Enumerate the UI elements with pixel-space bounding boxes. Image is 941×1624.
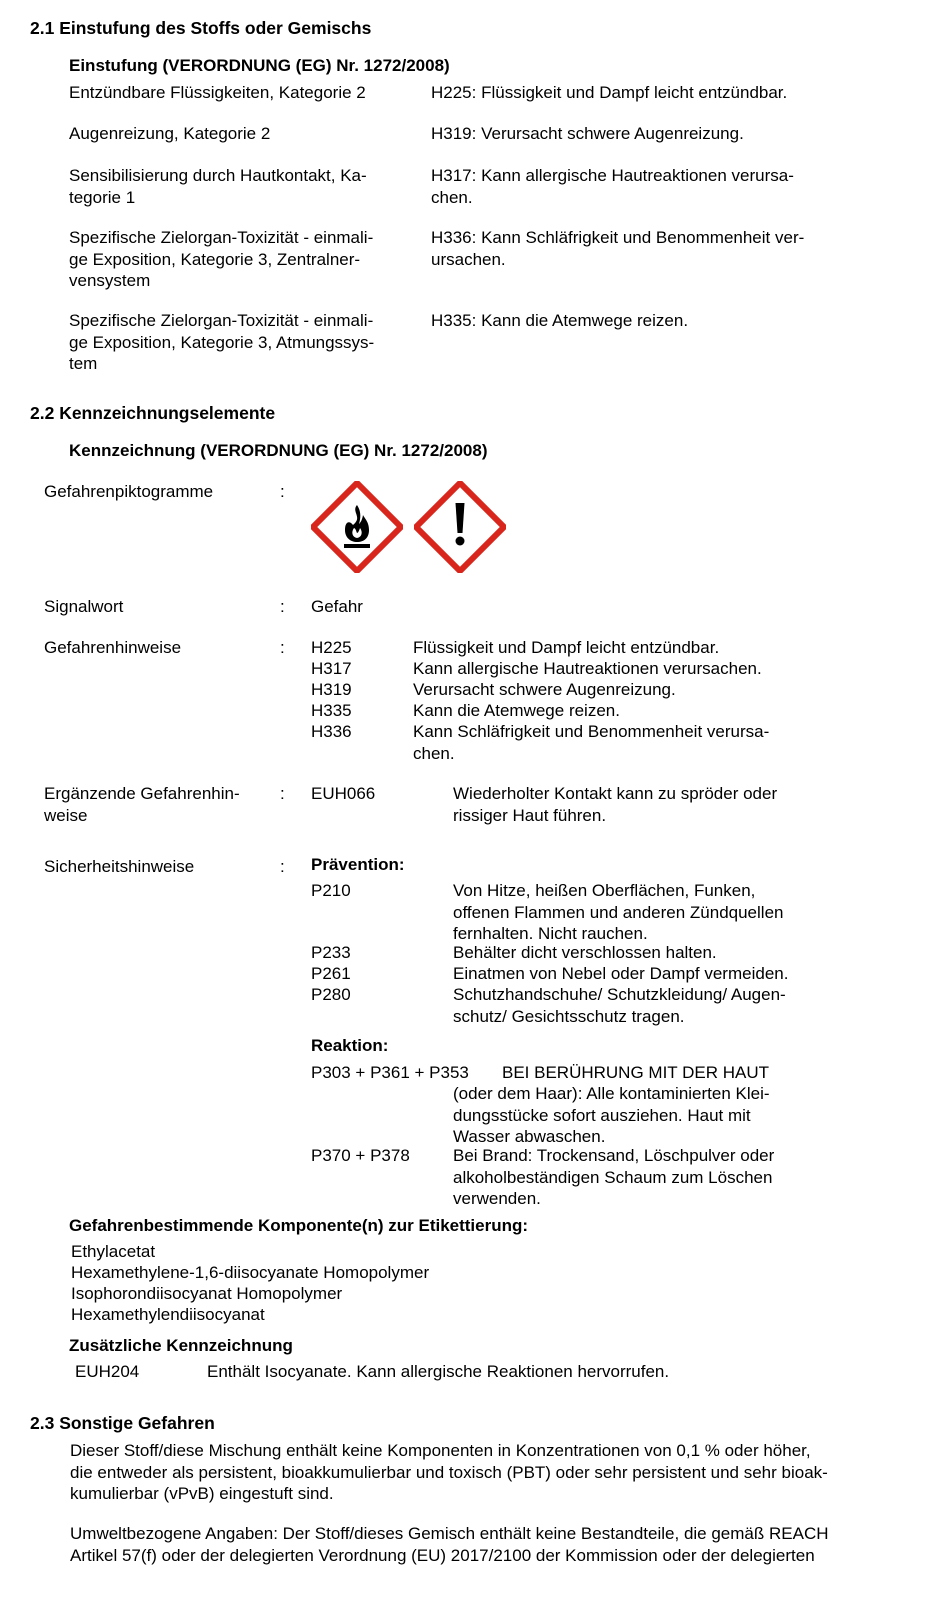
precaution-text: Schutzhandschuhe/ Schutzkleidung/ Augen- schutz/ Gesichtsschutz tragen.	[453, 985, 786, 1026]
hazard-text: Flüssigkeit und Dampf leicht entzündbar.	[413, 638, 720, 657]
colon: :	[280, 638, 285, 657]
section-2-1-heading: 2.1 Einstufung des Stoffs oder Gemischs	[30, 18, 372, 38]
hazard-text: Kann allergische Hautreaktionen verursachen.	[413, 659, 762, 678]
colon: :	[280, 597, 285, 616]
flame-pictogram-icon	[311, 481, 403, 573]
supplemental-hazards-label: Ergänzende Gefahrenhin- weise	[44, 784, 240, 825]
hazard-statement: H336: Kann Schläfrigkeit und Benommenheit ver- ursachen.	[431, 228, 805, 269]
component-item: Hexamethylendiisocyanat	[71, 1305, 265, 1324]
supplemental-code: EUH066	[311, 784, 376, 803]
hazard-code: H336	[311, 722, 352, 741]
hazard-text: Kann Schläfrigkeit und Benommenheit verursa- chen.	[413, 722, 770, 763]
precaution-text: (oder dem Haar): Alle kontaminierten Klei- dungsstücke sofort ausziehen. Haut mit Wasser abwaschen.	[453, 1084, 770, 1146]
classification-category: Spezifische Zielorgan-Toxizität - einmali- ge Exposition, Kategorie 3, Atmungssys- tem	[69, 311, 375, 373]
additional-text: Enthält Isocyanate. Kann allergische Reaktionen hervorrufen.	[207, 1362, 670, 1381]
component-item: Isophorondiisocyanat Homopolymer	[71, 1284, 343, 1303]
hazard-statement: H319: Verursacht schwere Augenreizung.	[431, 124, 744, 143]
component-item: Hexamethylene-1,6-diisocyanate Homopolymer	[71, 1263, 430, 1282]
pbt-paragraph: Dieser Stoff/diese Mischung enthält keine Komponenten in Konzentrationen von 0,1 % oder höher, die entweder als persistent, bioakkumulierbar und toxisch (PBT) oder sehr persistent und sehr bioak- kumulierbar (vPvB) eingestuft sind.	[70, 1441, 828, 1503]
precaution-code: P233	[311, 943, 351, 962]
classification-category: Augenreizung, Kategorie 2	[69, 124, 271, 143]
hazard-statement: H335: Kann die Atemwege reizen.	[431, 311, 689, 330]
hazard-code: H335	[311, 701, 352, 720]
classification-subheading: Einstufung (VERORDNUNG (EG) Nr. 1272/2008)	[69, 56, 450, 75]
supplemental-text: Wiederholter Kontakt kann zu spröder oder rissiger Haut führen.	[453, 784, 778, 825]
additional-labelling-title: Zusätzliche Kennzeichnung	[69, 1336, 293, 1355]
colon: :	[280, 784, 285, 803]
classification-category: Sensibilisierung durch Hautkontakt, Ka- tegorie 1	[69, 166, 367, 207]
safety-statements-label: Sicherheitshinweise	[44, 857, 195, 876]
hazard-statement: H225: Flüssigkeit und Dampf leicht entzündbar.	[431, 83, 788, 102]
hazard-text: Verursacht schwere Augenreizung.	[413, 680, 676, 699]
hazard-statement: H317: Kann allergische Hautreaktionen verursa- chen.	[431, 166, 794, 207]
hazard-code: H317	[311, 659, 352, 678]
precaution-text: Behälter dicht verschlossen halten.	[453, 943, 717, 962]
hazard-code: H319	[311, 680, 352, 699]
hazard-text: Kann die Atemwege reizen.	[413, 701, 620, 720]
section-2-2-heading: 2.2 Kennzeichnungselemente	[30, 403, 276, 423]
colon: :	[280, 857, 285, 876]
exclamation-pictogram-icon	[414, 481, 506, 573]
colon: :	[280, 482, 285, 501]
precaution-text: Von Hitze, heißen Oberflächen, Funken, offenen Flammen und anderen Zündquellen fernhalten. Nicht rauchen.	[453, 881, 784, 943]
signal-word-label: Signalwort	[44, 597, 124, 616]
classification-category: Spezifische Zielorgan-Toxizität - einmali- ge Exposition, Kategorie 3, Zentralner- vensystem	[69, 228, 374, 290]
precaution-text-first-line: BEI BERÜHRUNG MIT DER HAUT	[502, 1063, 769, 1082]
classification-category: Entzündbare Flüssigkeiten, Kategorie 2	[69, 83, 366, 102]
component-item: Ethylacetat	[71, 1242, 156, 1261]
labelling-subheading: Kennzeichnung (VERORDNUNG (EG) Nr. 1272/2008)	[69, 441, 488, 460]
precaution-code: P261	[311, 964, 351, 983]
precaution-code: P370 + P378	[311, 1146, 410, 1165]
precaution-text: Einatmen von Nebel oder Dampf vermeiden.	[453, 964, 789, 983]
additional-code: EUH204	[75, 1362, 140, 1381]
section-2-3-heading: 2.3 Sonstige Gefahren	[30, 1413, 215, 1433]
precaution-code: P303 + P361 + P353	[311, 1063, 469, 1082]
precaution-text: Bei Brand: Trockensand, Löschpulver oder alkoholbeständigen Schaum zum Löschen verwenden.	[453, 1146, 775, 1208]
signal-word-value: Gefahr	[311, 597, 363, 616]
hazard-statements-label: Gefahrenhinweise	[44, 638, 182, 657]
environment-paragraph: Umweltbezogene Angaben: Der Stoff/dieses Gemisch enthält keine Bestandteile, die gemäß REACH Artikel 57(f) oder der delegierten Verordnung (EU) 2017/2100 der Kommission oder der delegierten	[70, 1524, 829, 1565]
precaution-code: P210	[311, 881, 351, 900]
prevention-title: Prävention:	[311, 855, 405, 874]
components-title: Gefahrenbestimmende Komponente(n) zur Etikettierung:	[69, 1216, 529, 1235]
hazard-code: H225	[311, 638, 352, 657]
precaution-code: P280	[311, 985, 351, 1004]
reaction-title: Reaktion:	[311, 1036, 389, 1055]
pictograms-label: Gefahrenpiktogramme	[44, 482, 214, 501]
